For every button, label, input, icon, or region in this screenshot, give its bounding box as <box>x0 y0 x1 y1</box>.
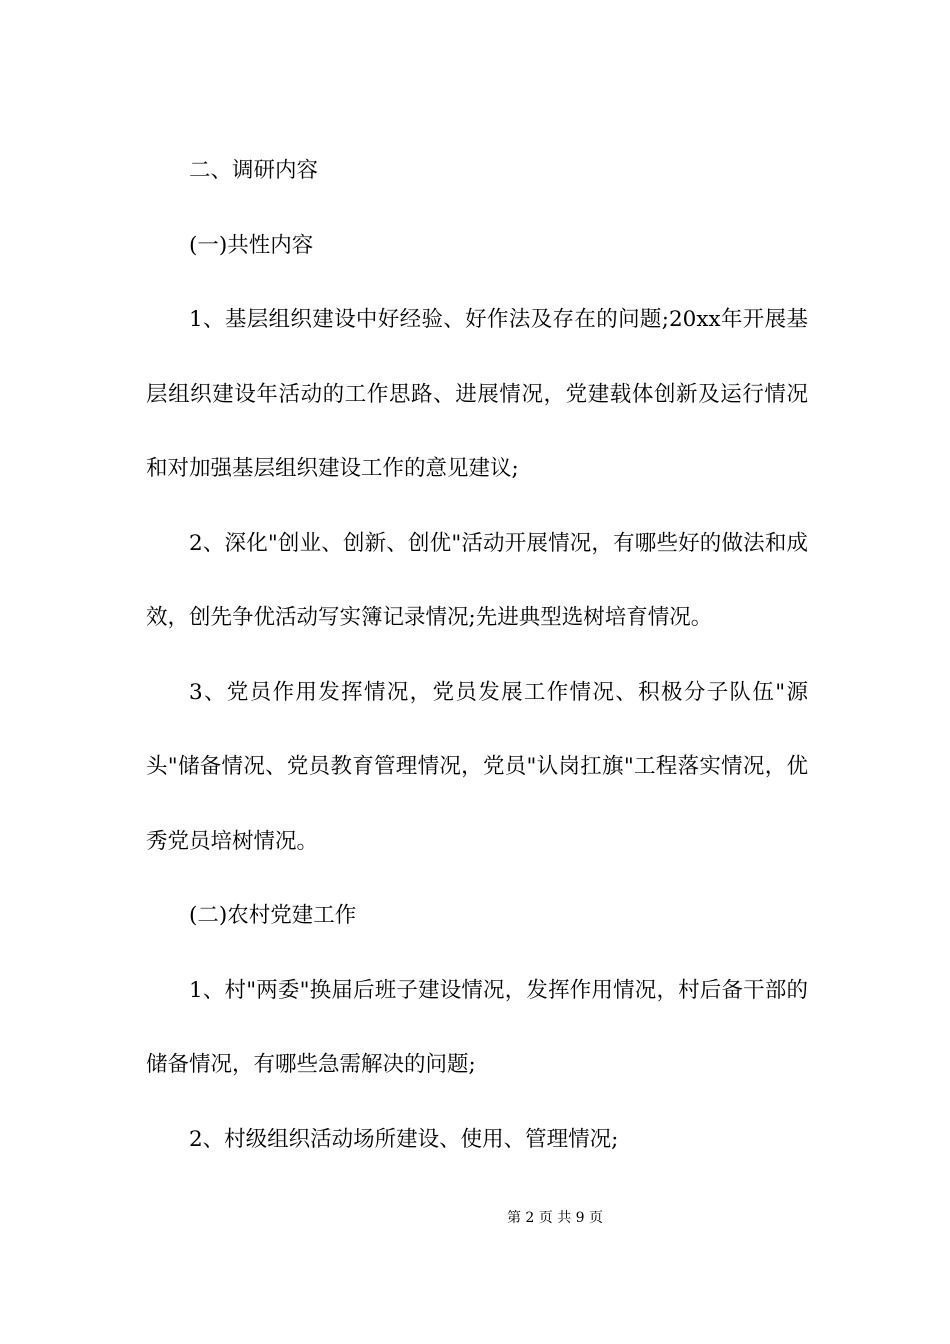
body-paragraph: 2、村级组织活动场所建设、使用、管理情况; <box>189 1126 619 1152</box>
subsection-heading: (二)农村党建工作 <box>189 903 357 928</box>
body-paragraph: 2、深化"创业、创新、创优"活动开展情况，有哪些好的做法和成效，创先争优活动写实簿记录情况;先进典型选树培育情况。 <box>146 530 808 630</box>
page-number: 第 2 页 共 9 页 <box>506 1210 604 1226</box>
body-paragraph: 3、党员作用发挥情况，党员发展工作情况、积极分子队伍"源头"储备情况、党员教育管理情况，党员"认岗扛旗"工程落实情况，优秀党员培树情况。 <box>146 679 808 854</box>
document-body <box>146 134 808 1177</box>
body-paragraph: 1、基层组织建设中好经验、好作法及存在的问题;20xx年开展基层组织建设年活动的工作思路、进展情况，党建载体创新及运行情况和对加强基层组织建设工作的意见建议; <box>146 307 808 481</box>
section-heading: 二、调研内容 <box>189 158 319 183</box>
body-paragraph: 1、村"两委"换届后班子建设情况，发挥作用情况，村后备干部的储备情况，有哪些急需解决的问题; <box>146 977 808 1077</box>
subsection-heading: (一)共性内容 <box>189 232 314 258</box>
